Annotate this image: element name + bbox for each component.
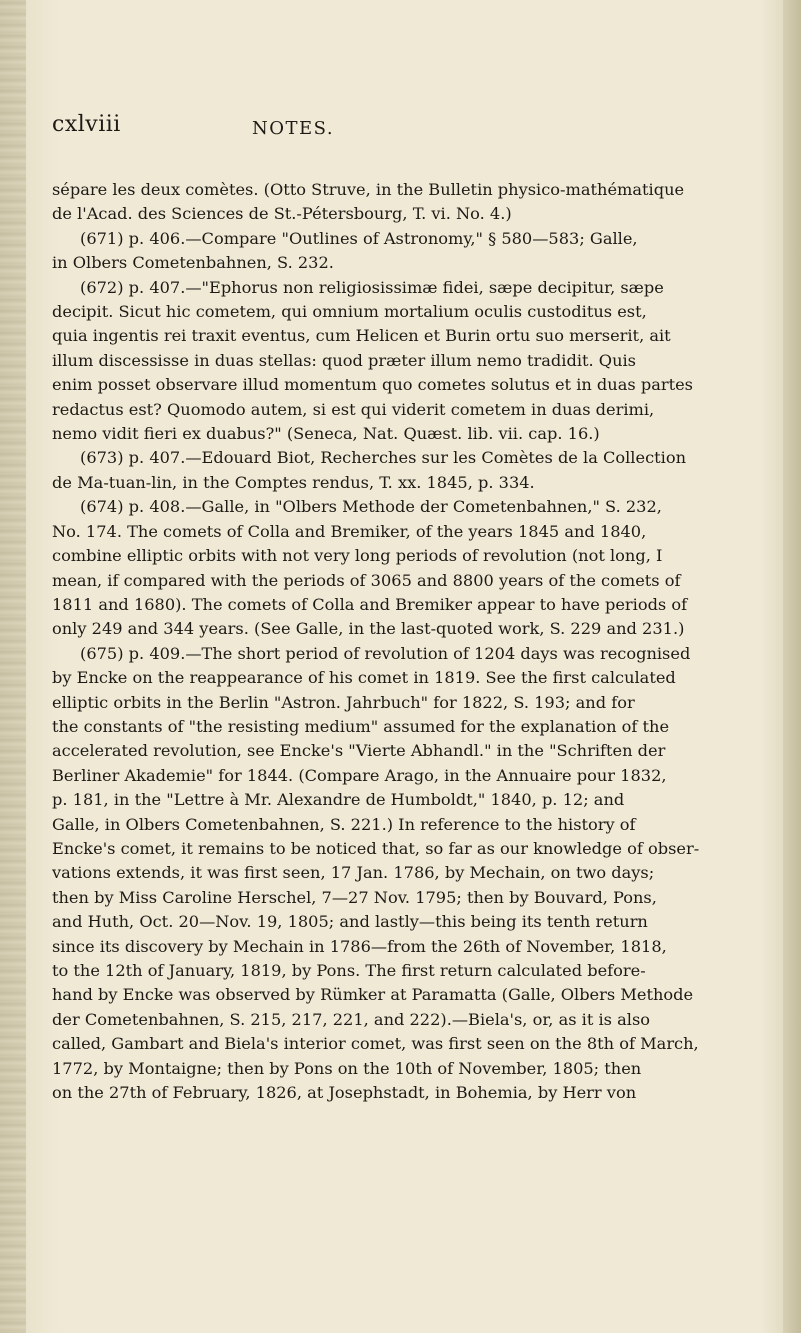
text-line: (674) p. 408.—Galle, in "Olbers Methode der Cometenbahnen," S. 232, (80, 497, 662, 517)
text-line: 1811 and 1680). The comets of Colla and Bremiker appear to have periods of (52, 594, 688, 614)
text-line: Galle, in Olbers Cometenbahnen, S. 221.) In reference to the history of (52, 814, 636, 834)
text-line: redactus est? Quomodo autem, si est qui viderit cometem in duas derimi, (52, 399, 655, 419)
text-line: p. 181, in the "Lettre à Mr. Alexandre de Humboldt," 1840, p. 12; and (52, 790, 625, 810)
text-line: accelerated revolution, see Encke's "Vierte Abhandl." in the "Schriften der (52, 741, 666, 761)
text-line: called, Gambart and Biela's interior comet, was first seen on the 8th of March, (52, 1034, 699, 1054)
text-line: in Olbers Cometenbahnen, S. 232. (52, 253, 334, 273)
text-line: hand by Encke was observed by Rümker at Paramatta (Galle, Olbers Methode (52, 985, 694, 1005)
binding-gutter (0, 0, 26, 1333)
text-line: and Huth, Oct. 20—Nov. 19, 1805; and lastly—this being its tenth return (52, 912, 648, 932)
text-line: on the 27th of February, 1826, at Josephstadt, in Bohemia, by Herr von (52, 1083, 637, 1103)
text-line: quia ingentis rei traxit eventus, cum Helicen et Burin ortu suo merserit, ait (52, 326, 671, 346)
text-line: then by Miss Caroline Herschel, 7—27 Nov. 1795; then by Bouvard, Pons, (52, 887, 657, 907)
text-line: decipit. Sicut hic cometem, qui omnium mortalium oculis custoditus est, (52, 302, 647, 322)
text-line: der Cometenbahnen, S. 215, 217, 221, and 222).—Biela's, or, as it is also (52, 1009, 651, 1029)
text-line: Berliner Akademie" for 1844. (Compare Arago, in the Annuaire pour 1832, (52, 765, 667, 785)
text-line: Encke's comet, it remains to be noticed that, so far as our knowledge of obser- (52, 838, 700, 858)
text-line: only 249 and 344 years. (See Galle, in the last-quoted work, S. 229 and 231.) (52, 619, 685, 639)
text-line: to the 12th of January, 1819, by Pons. The first return calculated before- (52, 961, 646, 980)
text-line: the constants of "the resisting medium" assumed for the explanation of the (52, 716, 670, 736)
text-line: since its discovery by Mechain in 1786—from the 26th of November, 1818, (52, 936, 667, 956)
page-header (52, 104, 752, 144)
text-line: enim posset observare illud momentum quo cometes solutus et in duas partes (52, 375, 693, 395)
text-line: sépare les deux comètes. (Otto Struve, in the Bulletin physico-mathématique (52, 180, 685, 199)
page-number: cxlviii (52, 112, 121, 137)
text-line: (671) p. 406.—Compare "Outlines of Astronomy," § 580—583; Galle, (80, 228, 638, 248)
notes-body (52, 178, 752, 1105)
text-line: No. 174. The comets of Colla and Bremiker, of the years 1845 and 1840, (52, 521, 647, 541)
text-line: elliptic orbits in the Berlin "Astron. Jahrbuch" for 1822, S. 193; and for (52, 692, 635, 712)
page-edge (783, 0, 801, 1333)
text-line: 1772, by Montaigne; then by Pons on the 10th of November, 1805; then (52, 1058, 642, 1078)
text-line: (675) p. 409.—The short period of revolution of 1204 days was recognised (80, 643, 691, 663)
text-line: vations extends, it was first seen, 17 Jan. 1786, by Mechain, on two days; (52, 863, 655, 883)
running-head: NOTES. (252, 118, 335, 139)
text-line: by Encke on the reappearance of his comet in 1819. See the first calculated (52, 668, 676, 688)
text-line: illum discessisse in duas stellas: quod præter illum nemo tradidit. Quis (52, 350, 636, 370)
text-line: nemo vidit fieri ex duabus?" (Seneca, Nat. Quæst. lib. vii. cap. 16.) (52, 424, 600, 444)
text-line: (673) p. 407.—Edouard Biot, Recherches sur les Comètes de la Collection (80, 448, 686, 468)
text-line: combine elliptic orbits with not very long periods of revolution (not long, I (52, 546, 663, 566)
text-line: mean, if compared with the periods of 3065 and 8800 years of the comets of (52, 570, 681, 590)
text-line: de l'Acad. des Sciences de St.-Pétersbourg, T. vi. No. 4.) (52, 204, 512, 224)
text-line: de Ma-tuan-lin, in the Comptes rendus, T. xx. 1845, p. 334. (52, 472, 535, 492)
text-line: (672) p. 407.—"Ephorus non religiosissimæ fidei, sæpe decipitur, sæpe (80, 277, 664, 297)
